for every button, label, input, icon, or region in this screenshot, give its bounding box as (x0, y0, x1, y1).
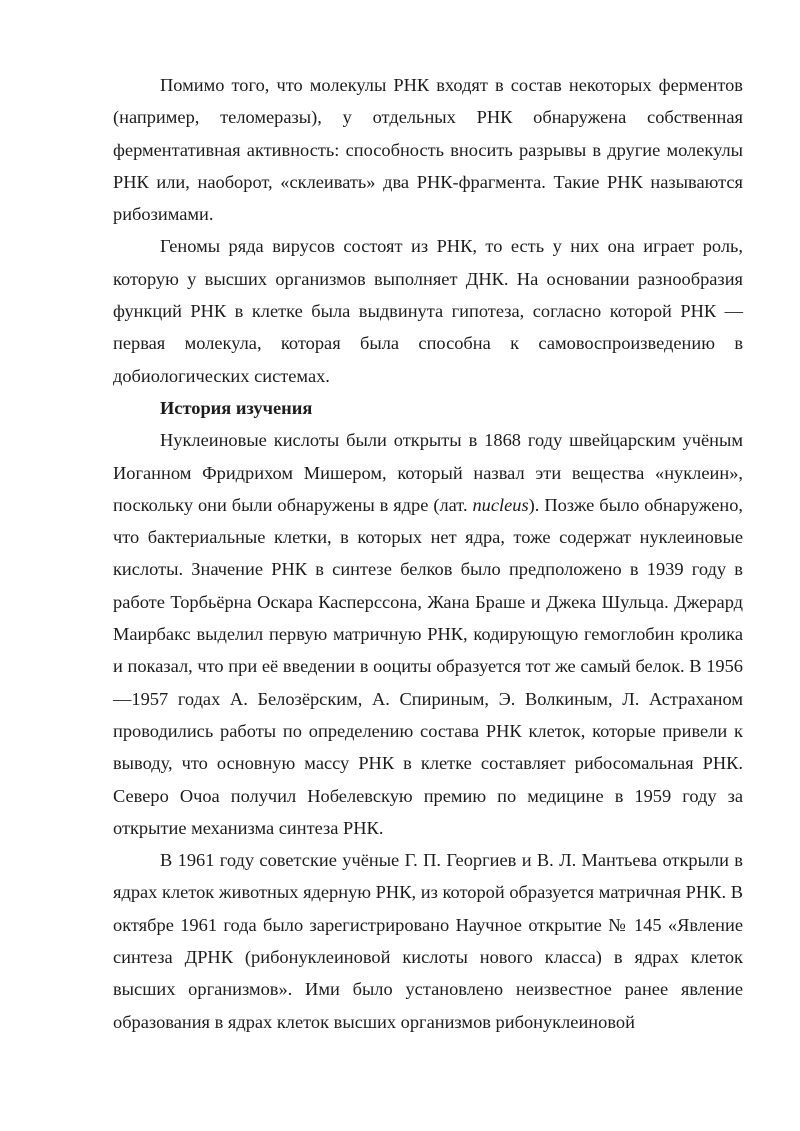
paragraph-viral-genomes: Геномы ряда вирусов состоят из РНК, то есть у них она играет роль, которую у высших организмов выполняет ДНК. На основании разнообразия функций РНК в клетке была выдвинута гипотеза, согласно которой РНК — первая молекула, которая была способна к самовоспроизведению в добиологических системах. (113, 236, 743, 386)
latin-term: nucleus (472, 494, 529, 515)
document-page (113, 69, 743, 1038)
history-text-start: Нуклеиновые кислоты были открыты в 1868 году швейцарским учёным Иоганном Фридрихом Мишером, который назвал эти вещества «нуклеин», поскольку они были обнаружены в ядре (лат. (113, 430, 743, 515)
paragraph-history (113, 424, 743, 844)
section-heading: История изучения (160, 397, 313, 418)
paragraph-ribozymes: Помимо того, что молекулы РНК входят в состав некоторых ферментов (например, теломеразы), у отдельных РНК обнаружена собственная ферментативная активность: способность вносить разрывы в другие молекулы РНК или, наоборот, «склеивать» два РНК-фрагмента. Такие РНК называются рибозимами. (113, 75, 743, 225)
paragraph-nuclear-rna: В 1961 году советские учёные Г. П. Георгиев и В. Л. Мантьева открыли в ядрах клеток животных ядерную РНК, из которой образуется матричная РНК. В октябре 1961 года было зарегистрировано Научное открытие № 145 «Явление синтеза ДРНК (рибонуклеиновой кислоты нового класса) в ядрах клеток высших организмов». Ими было установлено неизвестное ранее явление образования в ядрах клеток высших организмов рибонуклеиновой (113, 850, 743, 1032)
history-text-end: ). Позже было обнаружено, что бактериальные клетки, в которых нет ядра, тоже содержат нуклеиновые кислоты. Значение РНК в синтезе белков было предположено в 1939 году в работе Торбьёрна Оскара Касперссона, Жана Браше и Джека Шульца. Джерард Маирбакс выделил первую матричную РНК, кодирующую гемоглобин кролика и показал, что при её введении в ооциты образуется тот же самый белок. В 1956—1957 годах А. Белозёрским, А. Спириным, Э. Волкиным, Л. Астраханом проводились работы по определению состава РНК клеток, которые привели к выводу, что основную массу РНК в клетке составляет рибосомальная РНК. Северо Очоа получил Нобелевскую премию по медицине в 1959 году за открытие механизма синтеза РНК. (113, 494, 743, 838)
